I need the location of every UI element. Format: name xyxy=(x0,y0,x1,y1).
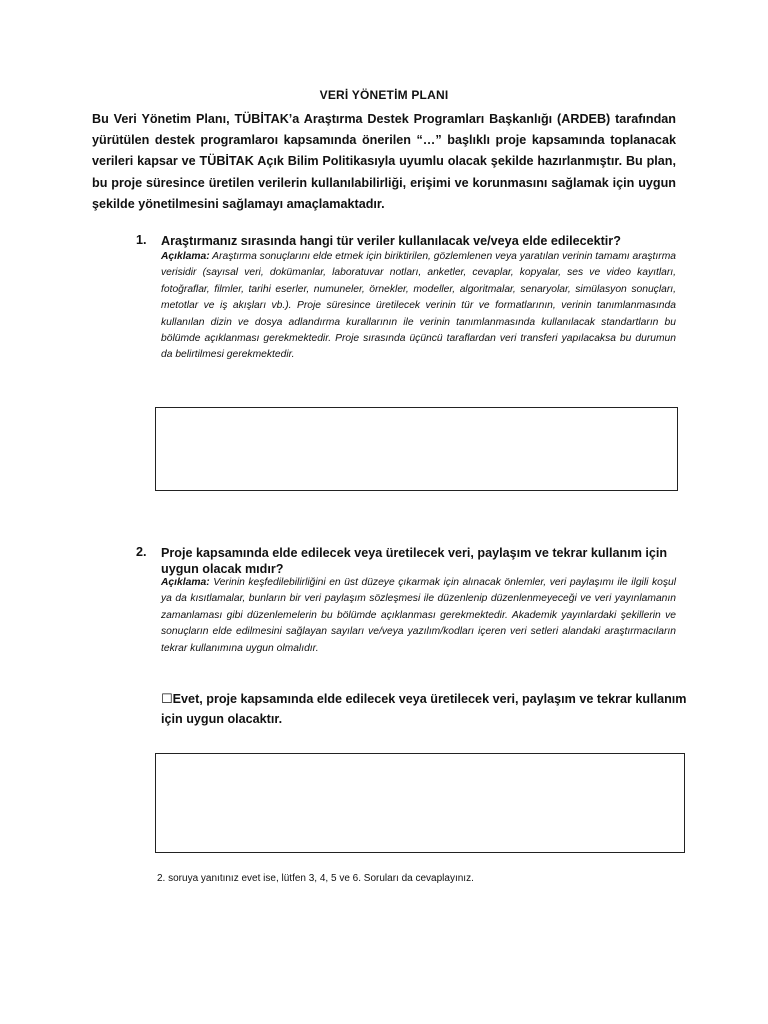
footnote: 2. soruya yanıtınız evet ise, lütfen 3, 4, 5 ve 6. Soruları da cevaplayınız. xyxy=(157,873,474,884)
question-1-number: 1. xyxy=(136,233,147,247)
answer-box-1[interactable] xyxy=(155,407,678,491)
intro-paragraph: Bu Veri Yönetim Planı, TÜBİTAK’a Araştırma Destek Programları Başkanlığı (ARDEB) tarafından yürütülen destek programlaroı kapsamında önerilen “…” başlıklı proje kapsamında toplanacak verileri kapsar ve TÜBİTAK Açık Bilim Politikasıyla uyumlu olacak şekilde hazırlanmıştır. Bu plan, bu proje süresince üretilen verilerin kullanılabilirliği, erişimi ve korunmasını sağlamak için uygun şekilde yönetilmesini sağlamayı amaçlamaktadır. xyxy=(92,112,676,211)
checkbox-label: Evet, proje kapsamında elde edilecek veya üretilecek veri, paylaşım ve tekrar kullanım için uygun olacaktır. xyxy=(161,692,687,726)
checkbox-icon[interactable]: ☐ xyxy=(161,691,173,706)
question-1-text: Araştırmanız sırasında hangi tür veriler kullanılacak ve/veya elde edilecektir? xyxy=(161,234,621,248)
question-2-number: 2. xyxy=(136,545,147,559)
explanation-label: Açıklama: xyxy=(161,577,210,588)
answer-box-2[interactable] xyxy=(155,753,685,853)
explanation-text: Verinin keşfedilebilirliğini en üst düzeye çıkarmak için alınacak önlemler, veri paylaşımı ile ilgili koşul ya da kısıtlamalar, bunların bir veri paylaşım sözleşmesi ile düzenlenip düzenlenmeyeceği ve veri yayınlamanın zamanlaması gibi düzenlemelerin bu bölümde açıklanması gerekmektedir. Akademik yayınlardaki şekillerin ve sonuçların elde edilmesini sağlayan sayıları ve/veya yazılım/kodları içeren veri setleri alandaki araştırmacıların tekrar kullanımına uygun olmalıdır. xyxy=(161,577,676,654)
page-title: VERİ YÖNETİM PLANI xyxy=(319,88,449,102)
explanation-text: Araştırma sonuçlarını elde etmek için biriktirilen, gözlemlenen veya yaratılan verinin tamamı araştırma verisidir (sayısal veri, dokümanlar, laboratuvar notları, anketler, cevaplar, kopyalar, ses ve video kayıtları, fotoğraflar, filmler, tarihi eserler, numuneler, örnekler, modeller, algoritmalar, senaryolar, simülasyon sonuçları, metotlar ve iş akışları vb.). Proje süresince üretilecek verinin tür ve formatlarının, verinin tanımlanmasında kullanılan dizin ve dosya adlandırma kurallarının ile verinin tanımlanmasında kullanılacak standartların bu bölümde açıklanması gerekmektedir. Proje sırasında üçüncü taraflardan veri transferi yapılacaksa bu durumun da belirtilmesi gerekmektedir. xyxy=(161,251,677,361)
yes-checkbox-option[interactable] xyxy=(161,689,691,729)
question-2-explanation xyxy=(161,575,676,657)
question-2-text: Proje kapsamında elde edilecek veya üretilecek veri, paylaşım ve tekrar kullanım için uygun olacak mıdır? xyxy=(161,546,668,576)
question-1-explanation xyxy=(161,249,676,364)
explanation-label: Açıklama: xyxy=(161,251,210,262)
